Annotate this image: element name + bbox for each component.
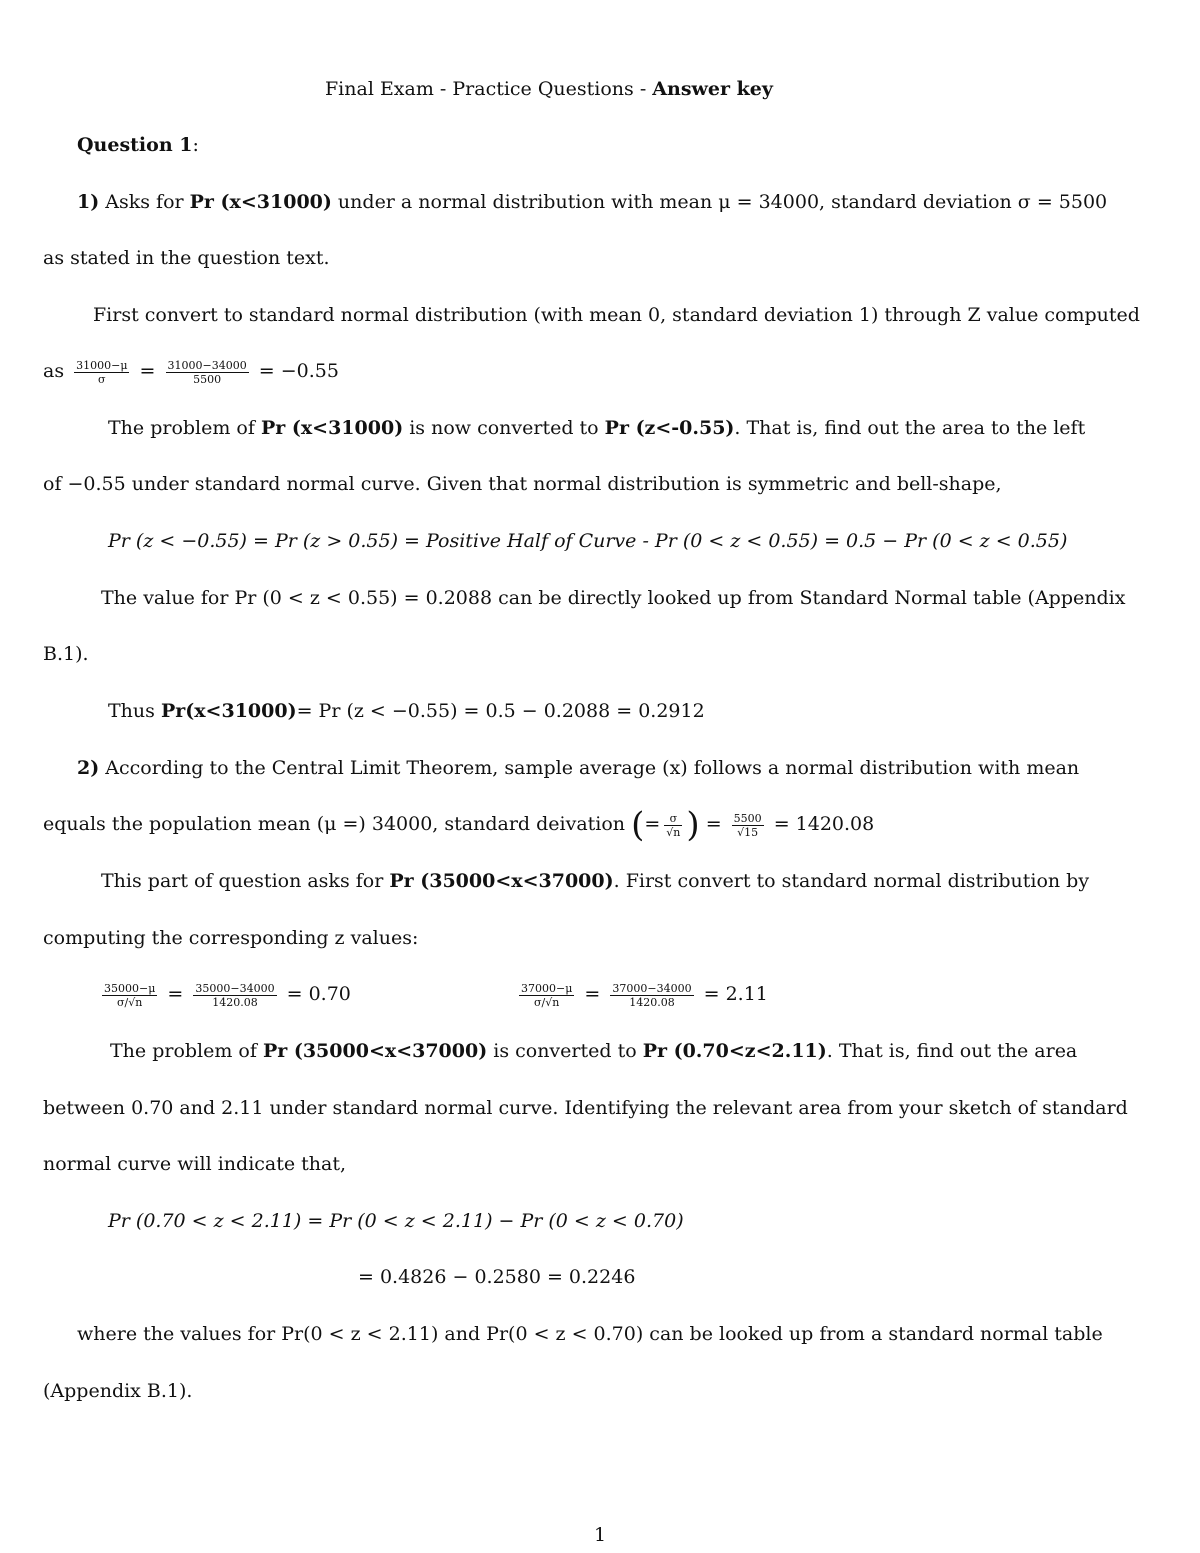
part2-normal-curve: normal curve will indicate that, xyxy=(43,1153,347,1175)
fraction: $\frac{31000-34000}{5500}$ xyxy=(167,358,247,386)
part1-value-line2: B.1). xyxy=(43,643,89,665)
part2-clt: 2) According to the Central Limit Theorem, sample average (x) follows a normal distribution with mean xyxy=(77,757,1080,779)
part1-number: 1) xyxy=(77,191,100,213)
fraction: $\frac{37000-34000}{1420.08}$ xyxy=(612,981,692,1009)
part1-convert: First convert to standard normal distribution (with mean 0, standard deviation 1) through Z value computed xyxy=(93,304,1140,326)
part1-value-line: The value for Pr (0 < z < 0.55) = 0.2088 can be directly looked up from Standard Normal table (Appendix xyxy=(101,587,1126,609)
part1-problem-line2: of −0.55 under standard normal curve. Given that normal distribution is symmetric and bell-shape, xyxy=(43,473,1002,495)
part2-z1: $\frac{35000-\mu}{\sigma/√n}$ = $\frac{35000-34000}{1420.08}$ = 0.70 xyxy=(104,981,351,1009)
title-bold: Answer key xyxy=(652,78,773,100)
fraction: $\frac{35000-\mu}{\sigma/√n}$ xyxy=(104,981,156,1009)
part1-intro-line2: as stated in the question text. xyxy=(43,247,330,269)
part2-equation-2: = 0.4826 − 0.2580 = 0.2246 xyxy=(358,1266,636,1288)
page-number: 1 xyxy=(594,1524,607,1546)
part2-asks-line2: computing the corresponding z values: xyxy=(43,927,419,949)
part2-asks: This part of question asks for Pr (35000<x<37000). First convert to standard normal distribution by xyxy=(101,870,1090,892)
fraction: $\frac{31000-\mu}{\sigma}$ xyxy=(76,358,128,386)
part2-number: 2) xyxy=(77,757,100,779)
page-title xyxy=(325,76,773,102)
question-label: Question 1 xyxy=(77,134,193,156)
part2-where: where the values for Pr(0 < z < 2.11) and Pr(0 < z < 0.70) can be looked up from a standard normal table xyxy=(77,1323,1103,1345)
part2-problem: The problem of Pr (35000<x<37000) is converted to Pr (0.70<z<2.11). That is, find out the area xyxy=(110,1040,1078,1062)
fraction: $\frac{5500}{√15}$ xyxy=(733,811,762,839)
part1-prob: Pr (x<31000) xyxy=(189,191,332,213)
part1-thus: Thus Pr(x<31000)= Pr (z < −0.55) = 0.5 − 0.2088 = 0.2912 xyxy=(108,700,705,722)
part2-std-dev: equals the population mean (μ =) 34000, standard deivation (= $\frac{\sigma}{√n}$ ) = $\frac{5500}{√15}$ = 1420.08 xyxy=(43,805,875,845)
fraction: $\frac{37000-\mu}{\sigma/√n}$ xyxy=(521,981,573,1009)
title-prefix: Final Exam - Practice Questions - xyxy=(325,78,653,100)
part2-equation-1: Pr (0.70 < z < 2.11) = Pr (0 < z < 2.11) − Pr (0 < z < 0.70) xyxy=(108,1210,684,1232)
part1-problem: The problem of Pr (x<31000) is now converted to Pr (z<-0.55). That is, find out the area to the left xyxy=(108,417,1086,439)
part1-z-formula: as $\frac{31000-\mu}{\sigma}$ = $\frac{31000-34000}{5500}$ = −0.55 xyxy=(43,358,339,386)
fraction: $\frac{\sigma}{√n}$ xyxy=(666,811,681,839)
part2-appendix: (Appendix B.1). xyxy=(43,1380,193,1402)
part2-between: between 0.70 and 2.11 under standard normal curve. Identifying the relevant area from your sketch of standard xyxy=(43,1097,1128,1119)
fraction: $\frac{35000-34000}{1420.08}$ xyxy=(195,981,275,1009)
question-heading: Question 1: xyxy=(77,134,199,156)
part1-intro: 1) Asks for Pr (x<31000) under a normal distribution with mean μ = 34000, standard deviation σ = 5500 xyxy=(77,191,1108,213)
part1-equation: Pr (z < −0.55) = Pr (z > 0.55) = Positive Half of Curve - Pr (0 < z < 0.55) = 0.5 − Pr (0 < z < 0.55) xyxy=(108,530,1068,552)
part2-z2: $\frac{37000-\mu}{\sigma/√n}$ = $\frac{37000-34000}{1420.08}$ = 2.11 xyxy=(521,981,768,1009)
